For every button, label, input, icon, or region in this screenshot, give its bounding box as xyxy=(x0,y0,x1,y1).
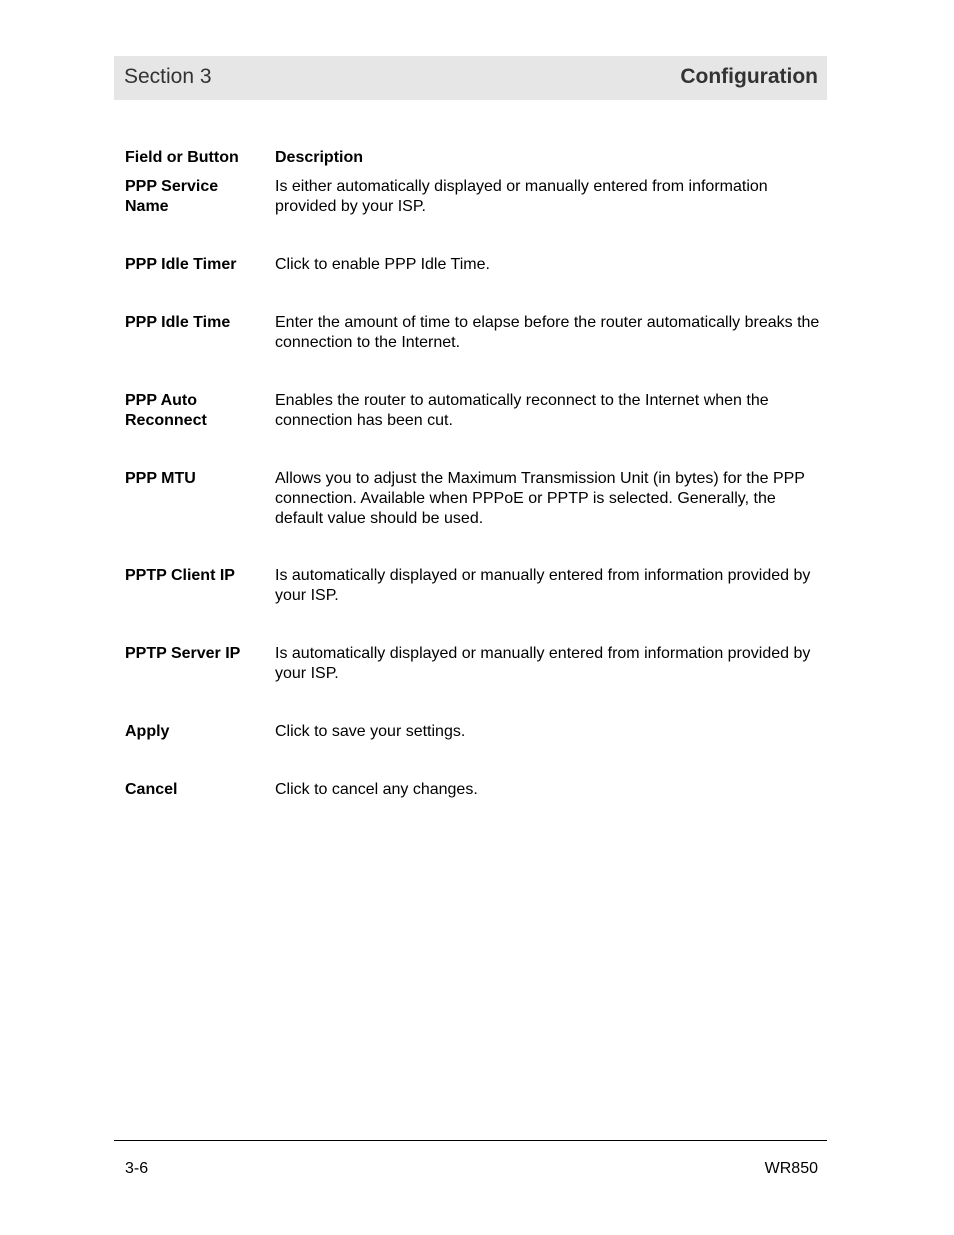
section-label: Section 3 xyxy=(124,65,212,88)
field-name: PPP Service Name xyxy=(125,178,219,215)
field-name: Cancel xyxy=(125,781,178,798)
field-name: PPP Auto Reconnect xyxy=(125,392,207,429)
field-name: PPTP Server IP xyxy=(125,645,241,662)
field-description: Click to save your settings. xyxy=(275,723,466,740)
field-description: Allows you to adjust the Maximum Transmission Unit (in bytes) for the PPP connection. Available when PPPoE or PPTP is selected. Generally, the default value should be used. xyxy=(275,470,805,527)
field-name: Apply xyxy=(125,723,170,740)
field-description: Is automatically displayed or manually entered from information provided by your ISP. xyxy=(275,567,811,604)
field-name: PPP Idle Timer xyxy=(125,256,237,273)
field-description: Enables the router to automatically reconnect to the Internet when the connection has been cut. xyxy=(275,392,769,429)
field-name: PPTP Client IP xyxy=(125,567,235,584)
page-header xyxy=(114,56,827,100)
field-description: Enter the amount of time to elapse before the router automatically breaks the connection to the Internet. xyxy=(275,314,820,351)
field-description: Click to cancel any changes. xyxy=(275,781,478,798)
field-description: Is either automatically displayed or manually entered from information provided by your ISP. xyxy=(275,178,768,215)
model-name: WR850 xyxy=(764,1160,818,1177)
field-name: PPP Idle Time xyxy=(125,314,231,331)
page-number: 3-6 xyxy=(125,1160,149,1177)
column-header-description: Description xyxy=(275,149,364,166)
column-header-field: Field or Button xyxy=(125,149,239,166)
page-title: Configuration xyxy=(680,65,818,88)
field-description: Is automatically displayed or manually entered from information provided by your ISP. xyxy=(275,645,811,682)
field-description: Click to enable PPP Idle Time. xyxy=(275,256,490,273)
field-name: PPP MTU xyxy=(125,470,196,487)
footer-divider xyxy=(114,1140,827,1141)
